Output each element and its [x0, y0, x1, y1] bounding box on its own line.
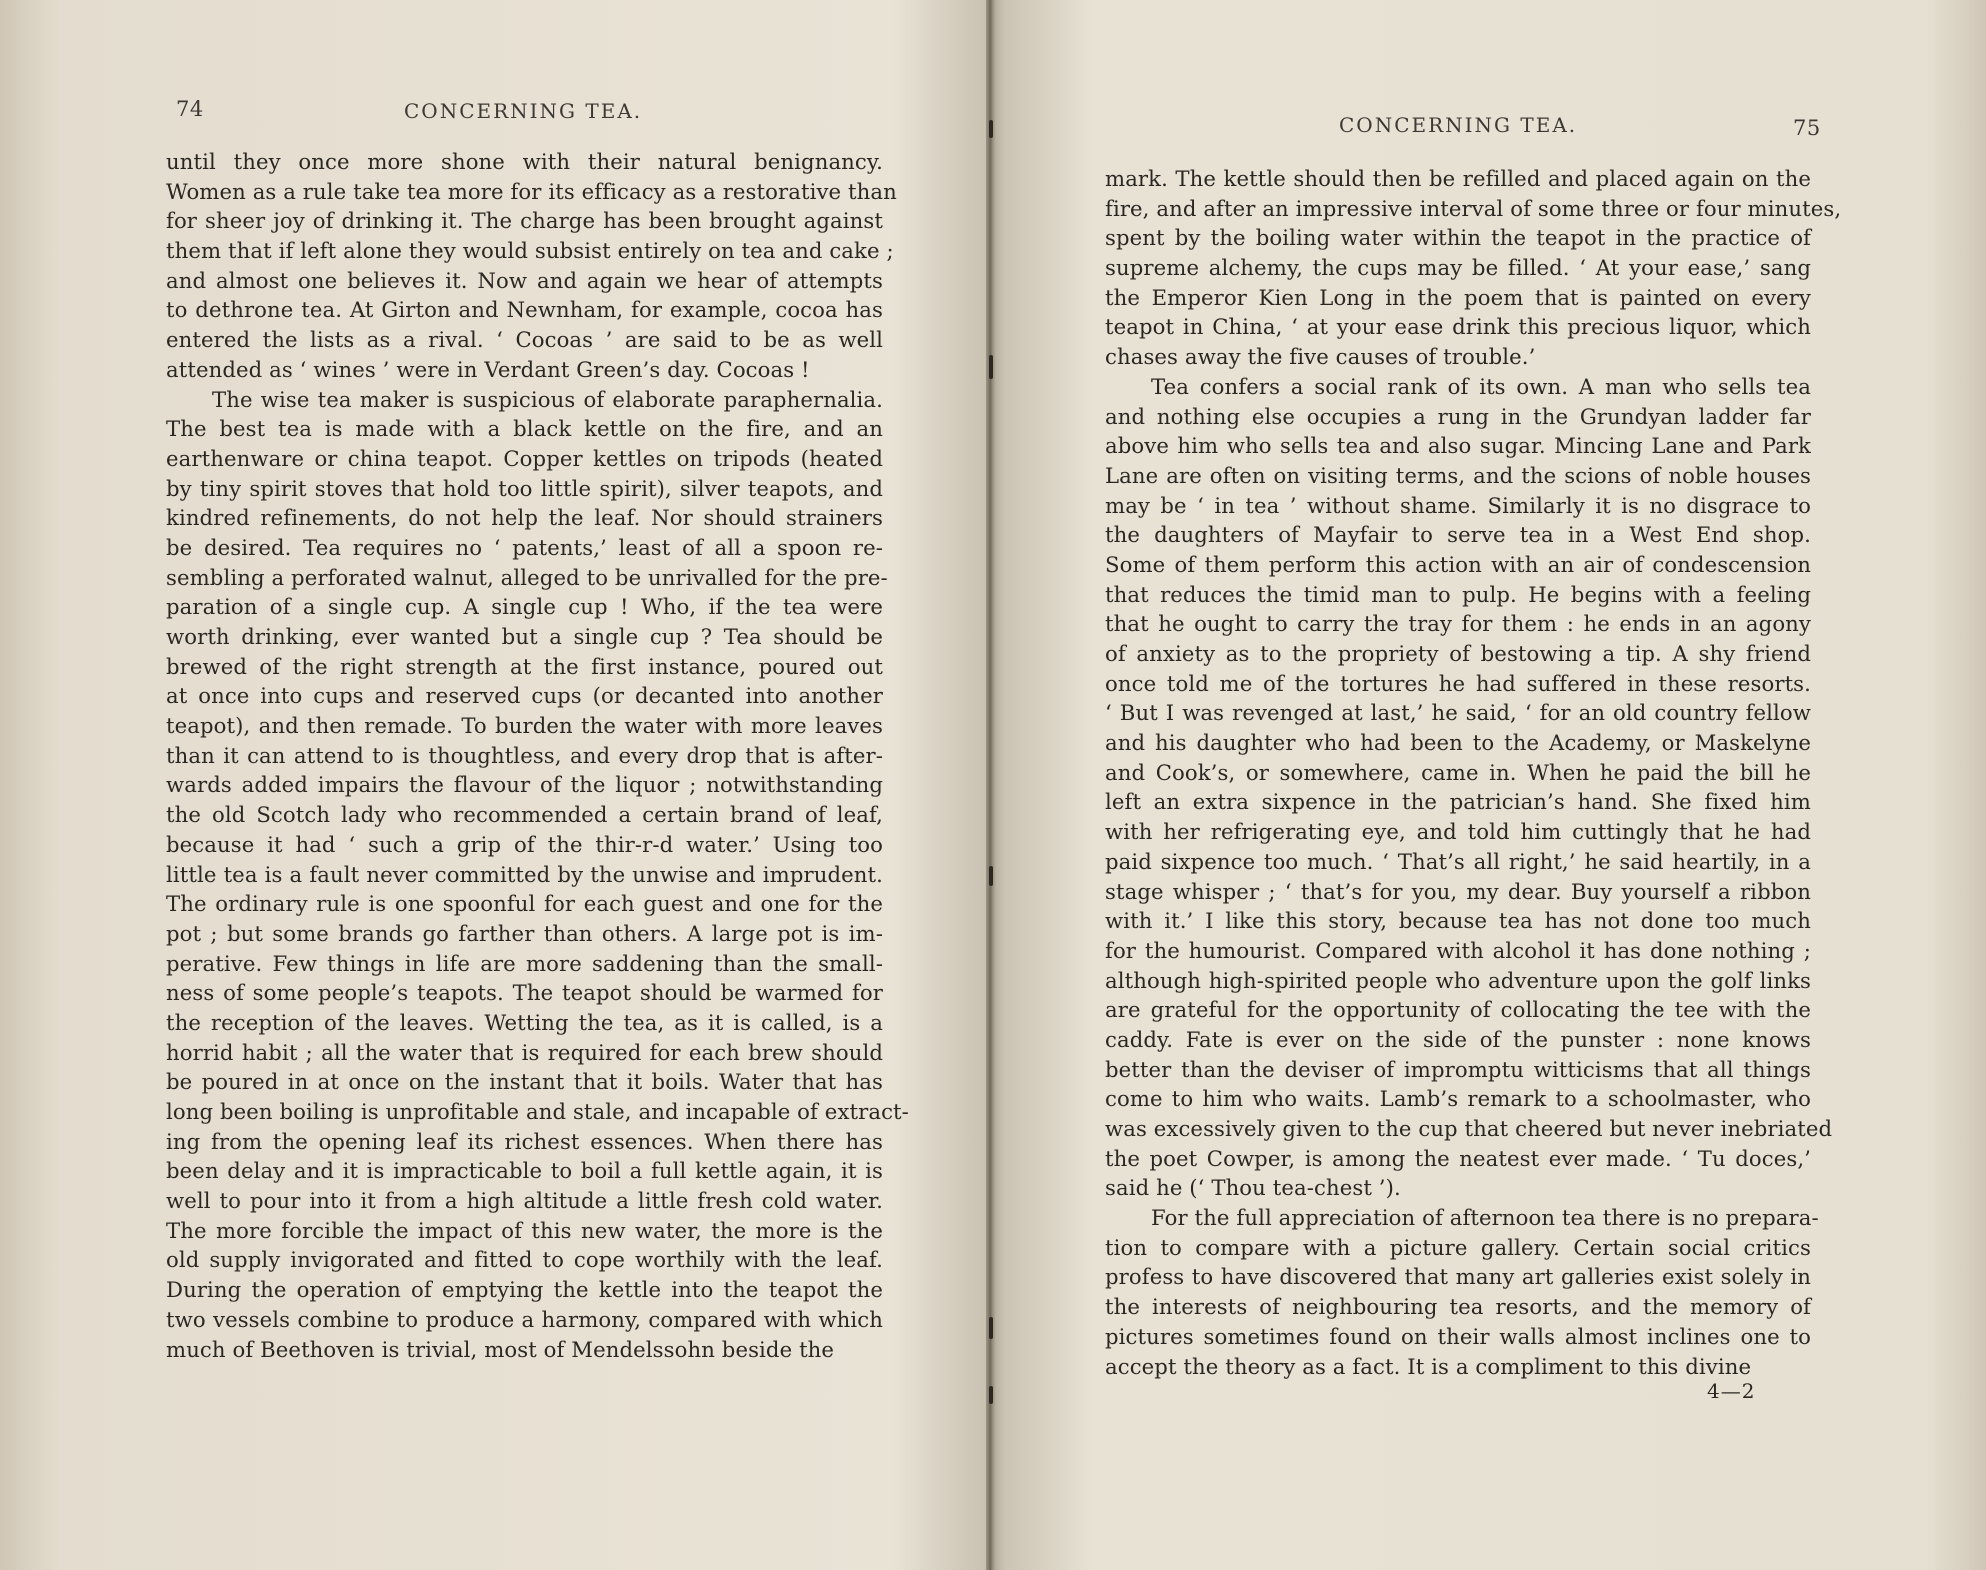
text-line: two vessels combine to produce a harmony, compared with which: [166, 1306, 883, 1332]
text-line: to dethrone tea. At Girton and Newnham, for example, cocoa has: [166, 297, 883, 323]
text-line: be poured in at once on the instant that it boils. Water that has: [166, 1069, 883, 1095]
text-line: may be ‘ in tea ’ without shame. Similarly it is no disgrace to: [1105, 492, 1811, 518]
text-line: perative. Few things in life are more saddening than the small-: [166, 950, 883, 976]
text-line: tion to compare with a picture gallery. Certain social critics: [1105, 1234, 1811, 1260]
left-page: [0, 0, 990, 1570]
right-page-header: [996, 0, 1986, 140]
running-head: CONCERNING TEA.: [1339, 113, 1578, 137]
text-line: was excessively given to the cup that cheered but never inebriated: [1105, 1116, 1833, 1141]
text-line: teapot), and then remade. To burden the water with more leaves: [166, 713, 883, 739]
text-line: Women as a rule take tea more for its efficacy as a restorative than: [166, 178, 897, 204]
text-line: little tea is a fault never committed by the unwise and imprudent.: [166, 861, 883, 887]
text-line: entered the lists as a rival. ‘ Cocoas ’ are said to be as well: [166, 327, 883, 353]
text-line: although high-spirited people who adventure upon the golf links: [1105, 967, 1811, 993]
text-line: paid sixpence too much. ‘ That’s all right,’ he said heartily, in a: [1105, 848, 1811, 874]
text-line: until they once more shone with their natural benignancy.: [166, 149, 883, 174]
text-line: long been boiling is unprofitable and stale, and incapable of extract-: [166, 1099, 909, 1124]
page-number: 74: [176, 97, 204, 121]
text-line: teapot in China, ‘ at your ease drink this precious liquor, which: [1105, 314, 1811, 340]
text-line: of anxiety as to the propriety of bestowing a tip. A shy friend: [1105, 641, 1811, 666]
text-line: ‘ But I was revenged at last,’ he said, ‘ for an old country fellow: [1105, 700, 1811, 726]
text-line: pictures sometimes found on their walls almost inclines one to: [1105, 1323, 1811, 1349]
text-line: and almost one believes it. Now and again we hear of attempts: [166, 267, 883, 293]
text-line: that he ought to carry the tray for them : he ends in an agony: [1105, 611, 1811, 637]
text-line: much of Beethoven is trivial, most of Mendelssohn beside the: [166, 1336, 835, 1362]
text-line: better than the deviser of impromptu witticisms that all things: [1105, 1056, 1811, 1082]
text-line: spent by the boiling water within the teapot in the practice of: [1105, 225, 1811, 251]
text-line: come to him who waits. Lamb’s remark to a schoolmaster, who: [1105, 1086, 1811, 1112]
text-line: said he (‘ Thou tea-chest ’).: [1105, 1175, 1401, 1201]
text-line: old supply invigorated and fitted to cope worthily with the leaf.: [166, 1247, 883, 1273]
text-line: the old Scotch lady who recommended a certain brand of leaf,: [166, 802, 883, 828]
text-line: Tea confers a social rank of its own. A man who sells tea: [1151, 373, 1811, 399]
text-line: and Cook’s, or somewhere, came in. When he paid the bill he: [1105, 759, 1811, 785]
text-line: and nothing else occupies a rung in the Grundyan ladder far: [1105, 403, 1811, 429]
text-line: chases away the five causes of trouble.’: [1105, 344, 1536, 370]
text-line: Lane are often on visiting terms, and the scions of noble houses: [1105, 462, 1811, 488]
text-line: horrid habit ; all the water that is required for each brew should: [166, 1039, 883, 1065]
text-line: by tiny spirit stoves that hold too little spirit), silver teapots, and: [166, 475, 883, 501]
text-line: above him who sells tea and also sugar. Mincing Lane and Park: [1105, 433, 1811, 459]
text-line: that reduces the timid man to pulp. He begins with a feeling: [1105, 581, 1811, 607]
text-line: been delay and it is impracticable to boil a full kettle again, it is: [166, 1158, 883, 1184]
text-line: accept the theory as a fact. It is a compliment to this divine: [1105, 1353, 1752, 1379]
text-line: supreme alchemy, the cups may be filled. ‘ At your ease,’ sang: [1105, 255, 1811, 281]
text-line: The wise tea maker is suspicious of elaborate paraphernalia.: [212, 386, 883, 412]
right-page: [996, 0, 1986, 1570]
text-line: are grateful for the opportunity of collocating the tee with the: [1105, 997, 1811, 1023]
text-line: ness of some people’s teapots. The teapot should be warmed for: [166, 980, 883, 1006]
text-line: earthenware or china teapot. Copper kettles on tripods (heated: [166, 445, 883, 471]
text-line: left an extra sixpence in the patrician’s hand. She fixed him: [1105, 789, 1811, 815]
text-line: profess to have discovered that many art galleries exist solely in: [1105, 1264, 1811, 1290]
right-page-body: [1105, 164, 1842, 1381]
text-line: Some of them perform this action with an air of condescension: [1105, 551, 1811, 577]
text-line: sembling a perforated walnut, alleged to be unrivalled for the pre-: [166, 564, 888, 590]
signature-mark: 4—2: [1707, 1379, 1756, 1403]
text-line: caddy. Fate is ever on the side of the punster : none knows: [1105, 1026, 1811, 1052]
text-line: with it.’ I like this story, because tea has not done too much: [1105, 908, 1811, 934]
text-line: for the humourist. Compared with alcohol it has done nothing ;: [1105, 937, 1811, 963]
text-line: attended as ‘ wines ’ were in Verdant Green’s day. Cocoas !: [166, 356, 810, 382]
book-gutter: [986, 0, 996, 1570]
page-number: 75: [1793, 116, 1821, 140]
text-line: the reception of the leaves. Wetting the tea, as it is called, is a: [166, 1009, 883, 1035]
text-line: them that if left alone they would subsist entirely on tea and cake ;: [166, 238, 894, 264]
text-line: the poet Cowper, is among the neatest ever made. ‘ Tu doces,’: [1105, 1145, 1811, 1171]
text-line: worth drinking, ever wanted but a single cup ? Tea should be: [166, 624, 883, 649]
text-line: For the full appreciation of afternoon tea there is no prepara-: [1151, 1205, 1819, 1231]
text-line: stage whisper ; ‘ that’s for you, my dear. Buy yourself a ribbon: [1105, 878, 1811, 904]
text-line: The best tea is made with a black kettle on the fire, and an: [166, 416, 883, 442]
text-line: with her refrigerating eye, and told him cuttingly that he had: [1105, 819, 1811, 845]
left-page-body: [166, 147, 909, 1364]
text-line: for sheer joy of drinking it. The charge has been brought against: [166, 208, 883, 234]
text-line: once told me of the tortures he had suffered in these resorts.: [1105, 670, 1811, 696]
text-line: During the operation of emptying the kettle into the teapot the: [166, 1277, 883, 1303]
left-page-header: [0, 0, 990, 140]
text-line: well to pour into it from a high altitude a little fresh cold water.: [166, 1188, 883, 1214]
running-head: CONCERNING TEA.: [404, 99, 643, 123]
text-line: ing from the opening leaf its richest essences. When there has: [166, 1128, 883, 1154]
text-line: fire, and after an impressive interval of some three or four minutes,: [1105, 195, 1842, 221]
text-line: brewed of the right strength at the first instance, poured out: [166, 653, 883, 679]
text-line: The more forcible the impact of this new water, the more is the: [166, 1217, 883, 1243]
text-line: than it can attend to is thoughtless, and every drop that is after-: [166, 742, 883, 768]
text-line: at once into cups and reserved cups (or decanted into another: [166, 683, 883, 709]
text-line: the Emperor Kien Long in the poem that is painted on every: [1105, 284, 1811, 310]
text-line: kindred refinements, do not help the leaf. Nor should strainers: [166, 505, 883, 531]
text-line: because it had ‘ such a grip of the thir-r-d water.’ Using too: [166, 831, 883, 857]
text-line: mark. The kettle should then be refilled and placed again on the: [1105, 166, 1811, 191]
text-line: paration of a single cup. A single cup ! Who, if the tea were: [166, 594, 883, 620]
text-line: the interests of neighbouring tea resorts, and the memory of: [1105, 1294, 1811, 1320]
text-line: The ordinary rule is one spoonful for each guest and one for the: [166, 891, 883, 917]
text-line: the daughters of Mayfair to serve tea in a West End shop.: [1105, 522, 1811, 548]
text-line: wards added impairs the flavour of the liquor ; notwithstanding: [166, 772, 883, 798]
text-line: be desired. Tea requires no ‘ patents,’ least of all a spoon re-: [166, 534, 883, 560]
text-line: pot ; but some brands go farther than others. A large pot is im-: [166, 920, 883, 946]
text-line: and his daughter who had been to the Academy, or Maskelyne: [1105, 730, 1811, 756]
